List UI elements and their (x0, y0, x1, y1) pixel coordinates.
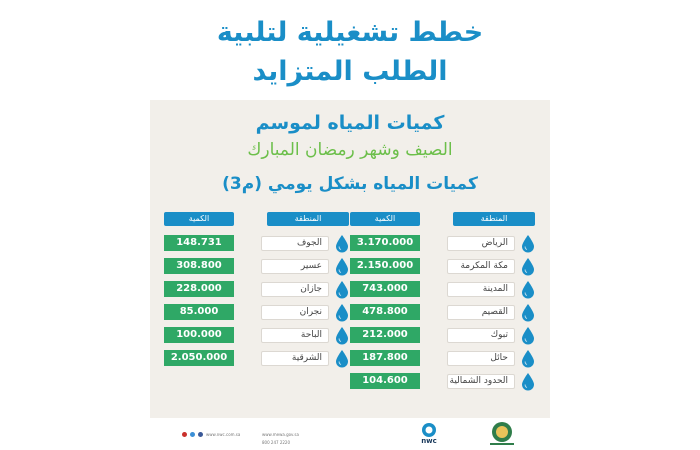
card-heading-1: كميات المياه لموسم (255, 112, 445, 134)
header-quantity: الكمية (164, 212, 234, 226)
table-row (164, 349, 349, 367)
table-row (164, 234, 349, 252)
region-name: القصيم (447, 305, 515, 320)
info-card (150, 100, 550, 418)
water-quantity: 100.000 (164, 327, 234, 343)
region-name: الحدود الشمالية (447, 374, 515, 389)
region-name: تبوك (447, 328, 515, 343)
mewa-website[interactable]: www.mewa.gov.sa (262, 432, 299, 437)
region-name: جازان (261, 282, 329, 297)
table-row (350, 234, 535, 252)
water-quantity: 104.600 (350, 373, 420, 389)
header-quantity: الكمية (350, 212, 420, 226)
mewa-logo (486, 420, 518, 448)
nwc-logo (418, 422, 440, 446)
main-title-line2: الطلب المتزايد (252, 56, 448, 87)
water-quantity: 187.800 (350, 350, 420, 366)
water-drop-icon (521, 350, 535, 368)
table-row (164, 257, 349, 275)
water-drop-icon (521, 281, 535, 299)
table-row (164, 303, 349, 321)
card-heading-3: كميات المياه بشكل يومي (م3) (222, 174, 478, 194)
region-name: الباحة (261, 328, 329, 343)
water-drop-icon (335, 350, 349, 368)
main-title-line1: خطط تشغيلية لتلبية (216, 17, 484, 48)
poster (150, 0, 550, 450)
water-quantity: 743.000 (350, 281, 420, 297)
water-drop-icon (335, 327, 349, 345)
table-row (350, 257, 535, 275)
header-region: المنطقة (267, 212, 349, 226)
footer (150, 418, 550, 450)
water-drop-icon (335, 235, 349, 253)
region-name: مكة المكرمة (447, 259, 515, 274)
youtube-icon[interactable] (182, 432, 187, 437)
water-drop-icon (335, 258, 349, 276)
region-name: الجوف (261, 236, 329, 251)
table-row (350, 303, 535, 321)
region-name: حائل (447, 351, 515, 366)
region-name: المدينة (447, 282, 515, 297)
water-quantity: 148.731 (164, 235, 234, 251)
water-drop-icon (521, 373, 535, 391)
facebook-icon[interactable] (198, 432, 203, 437)
twitter-icon[interactable] (190, 432, 195, 437)
nwc-logo-text: nwc (421, 437, 437, 445)
water-quantity: 2.050.000 (164, 350, 234, 366)
region-name: الرياض (447, 236, 515, 251)
phone-number: 800 247 2220 (262, 440, 290, 445)
water-drop-icon (335, 304, 349, 322)
region-name: الشرقية (261, 351, 329, 366)
water-quantity: 3.170.000 (350, 235, 420, 251)
header-region: المنطقة (453, 212, 535, 226)
water-drop-icon (335, 281, 349, 299)
water-quantity: 228.000 (164, 281, 234, 297)
region-name: عسير (261, 259, 329, 274)
nwc-website[interactable]: www.nwc.com.sa (206, 432, 241, 437)
water-quantity: 85.000 (164, 304, 234, 320)
water-quantity: 478.800 (350, 304, 420, 320)
water-drop-icon (521, 304, 535, 322)
table-row (164, 326, 349, 344)
water-drop-icon (521, 235, 535, 253)
water-quantity: 2.150.000 (350, 258, 420, 274)
water-drop-icon (521, 258, 535, 276)
table-row (350, 326, 535, 344)
water-drop-icon (521, 327, 535, 345)
water-quantity: 212.000 (350, 327, 420, 343)
water-quantity: 308.800 (164, 258, 234, 274)
table-row (350, 349, 535, 367)
region-name: نجران (261, 305, 329, 320)
table-row (350, 372, 535, 390)
table-row (164, 280, 349, 298)
table-row (350, 280, 535, 298)
card-heading-2: الصيف وشهر رمضان المبارك (247, 140, 453, 160)
